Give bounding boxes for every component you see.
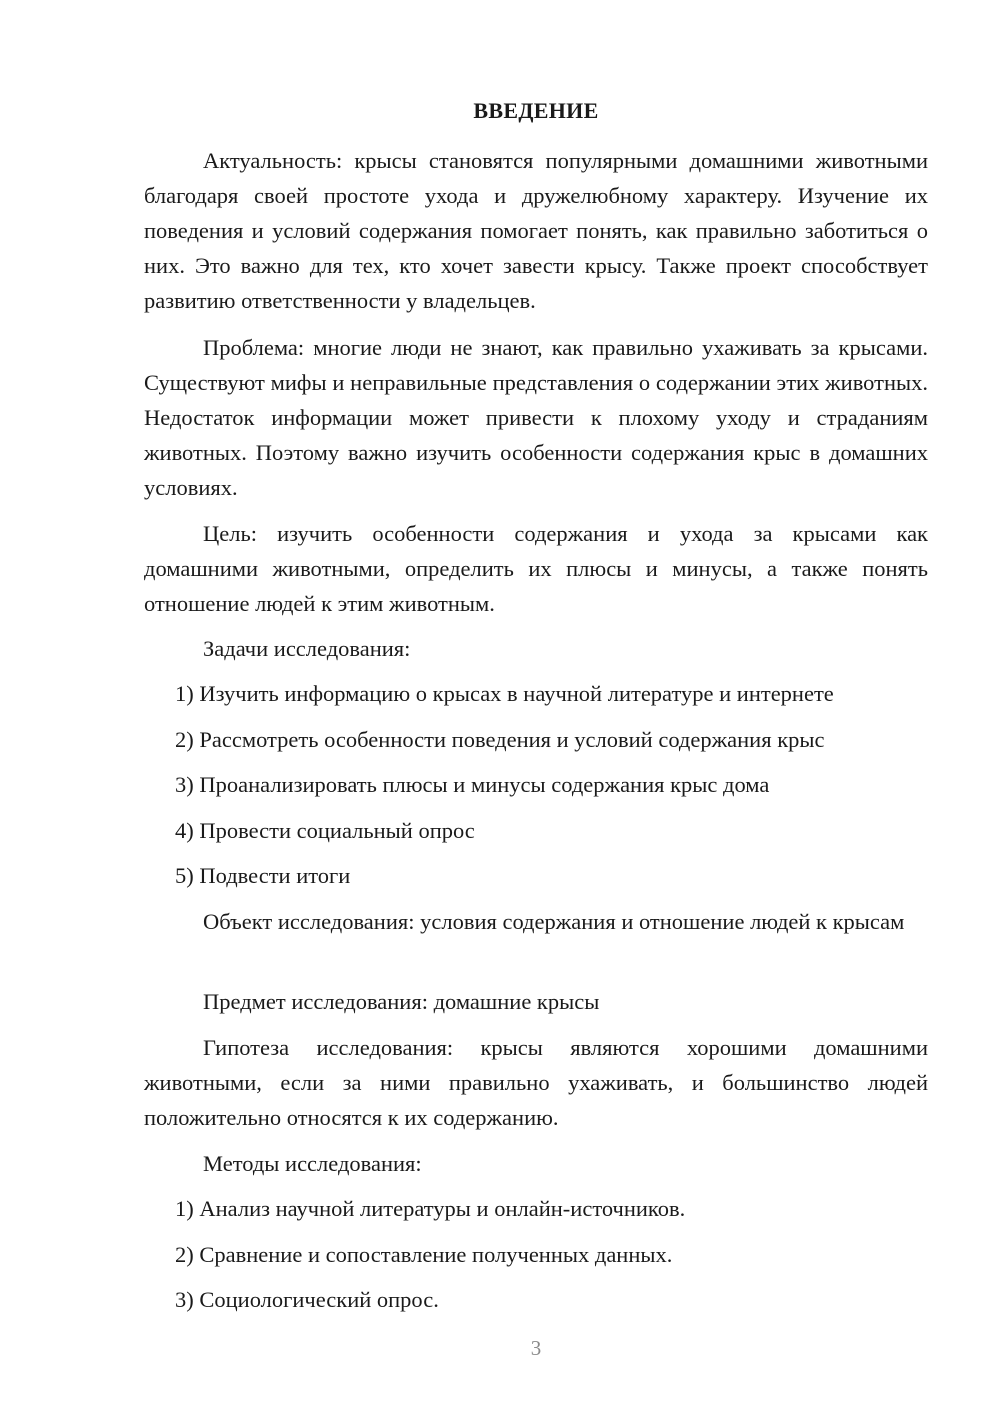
page-title: ВВЕДЕНИЕ [473,98,599,123]
goal-paragraph: Цель: изучить особенности содержания и ухода за крысами как домашними животными, определить их плюсы и минусы, а также понять отношение людей к этим животным. [144,521,928,616]
relevance-paragraph: Актуальность: крысы становятся популярными домашними животными благодаря своей простоте ухода и дружелюбному характеру. Изучение их поведения и условий содержания помогает понять, как правильно заботиться о них. Это важно для тех, кто хочет завести крысу. Также проект способствует развитию ответственности у владельцев. [144,148,928,313]
task-item-3: 3) Проанализировать плюсы и минусы содержания крыс дома [175,772,770,797]
page-number: 3 [530,1336,542,1360]
task-item-1: 1) Изучить информацию о крысах в научной литературе и интернете [175,681,834,706]
method-item-1: 1) Анализ научной литературы и онлайн-источников. [175,1196,686,1221]
task-item-4: 4) Провести социальный опрос [175,818,475,843]
task-item-2: 2) Рассмотреть особенности поведения и условий содержания крыс [175,727,825,752]
tasks-heading: Задачи исследования: [203,636,411,661]
subject-paragraph: Предмет исследования: домашние крысы [203,989,600,1014]
method-item-3: 3) Социологический опрос. [175,1287,439,1312]
document-page [144,0,928,1414]
problem-paragraph: Проблема: многие люди не знают, как правильно ухаживать за крысами. Существуют мифы и неправильные представления о содержании этих животных. Недостаток информации может привести к плохому уходу и страданиям животных. Поэтому важно изучить особенности содержания крыс в домашних условиях. [144,335,928,500]
task-item-5: 5) Подвести итоги [175,863,351,888]
hypothesis-paragraph: Гипотеза исследования: крысы являются хорошими домашними животными, если за ними правильно ухаживать, и большинство людей положительно относятся к их содержанию. [144,1035,928,1130]
methods-heading: Методы исследования: [203,1151,422,1176]
method-item-2: 2) Сравнение и сопоставление полученных данных. [175,1242,673,1267]
object-paragraph: Объект исследования: условия содержания и отношение людей к крысам [203,909,905,934]
